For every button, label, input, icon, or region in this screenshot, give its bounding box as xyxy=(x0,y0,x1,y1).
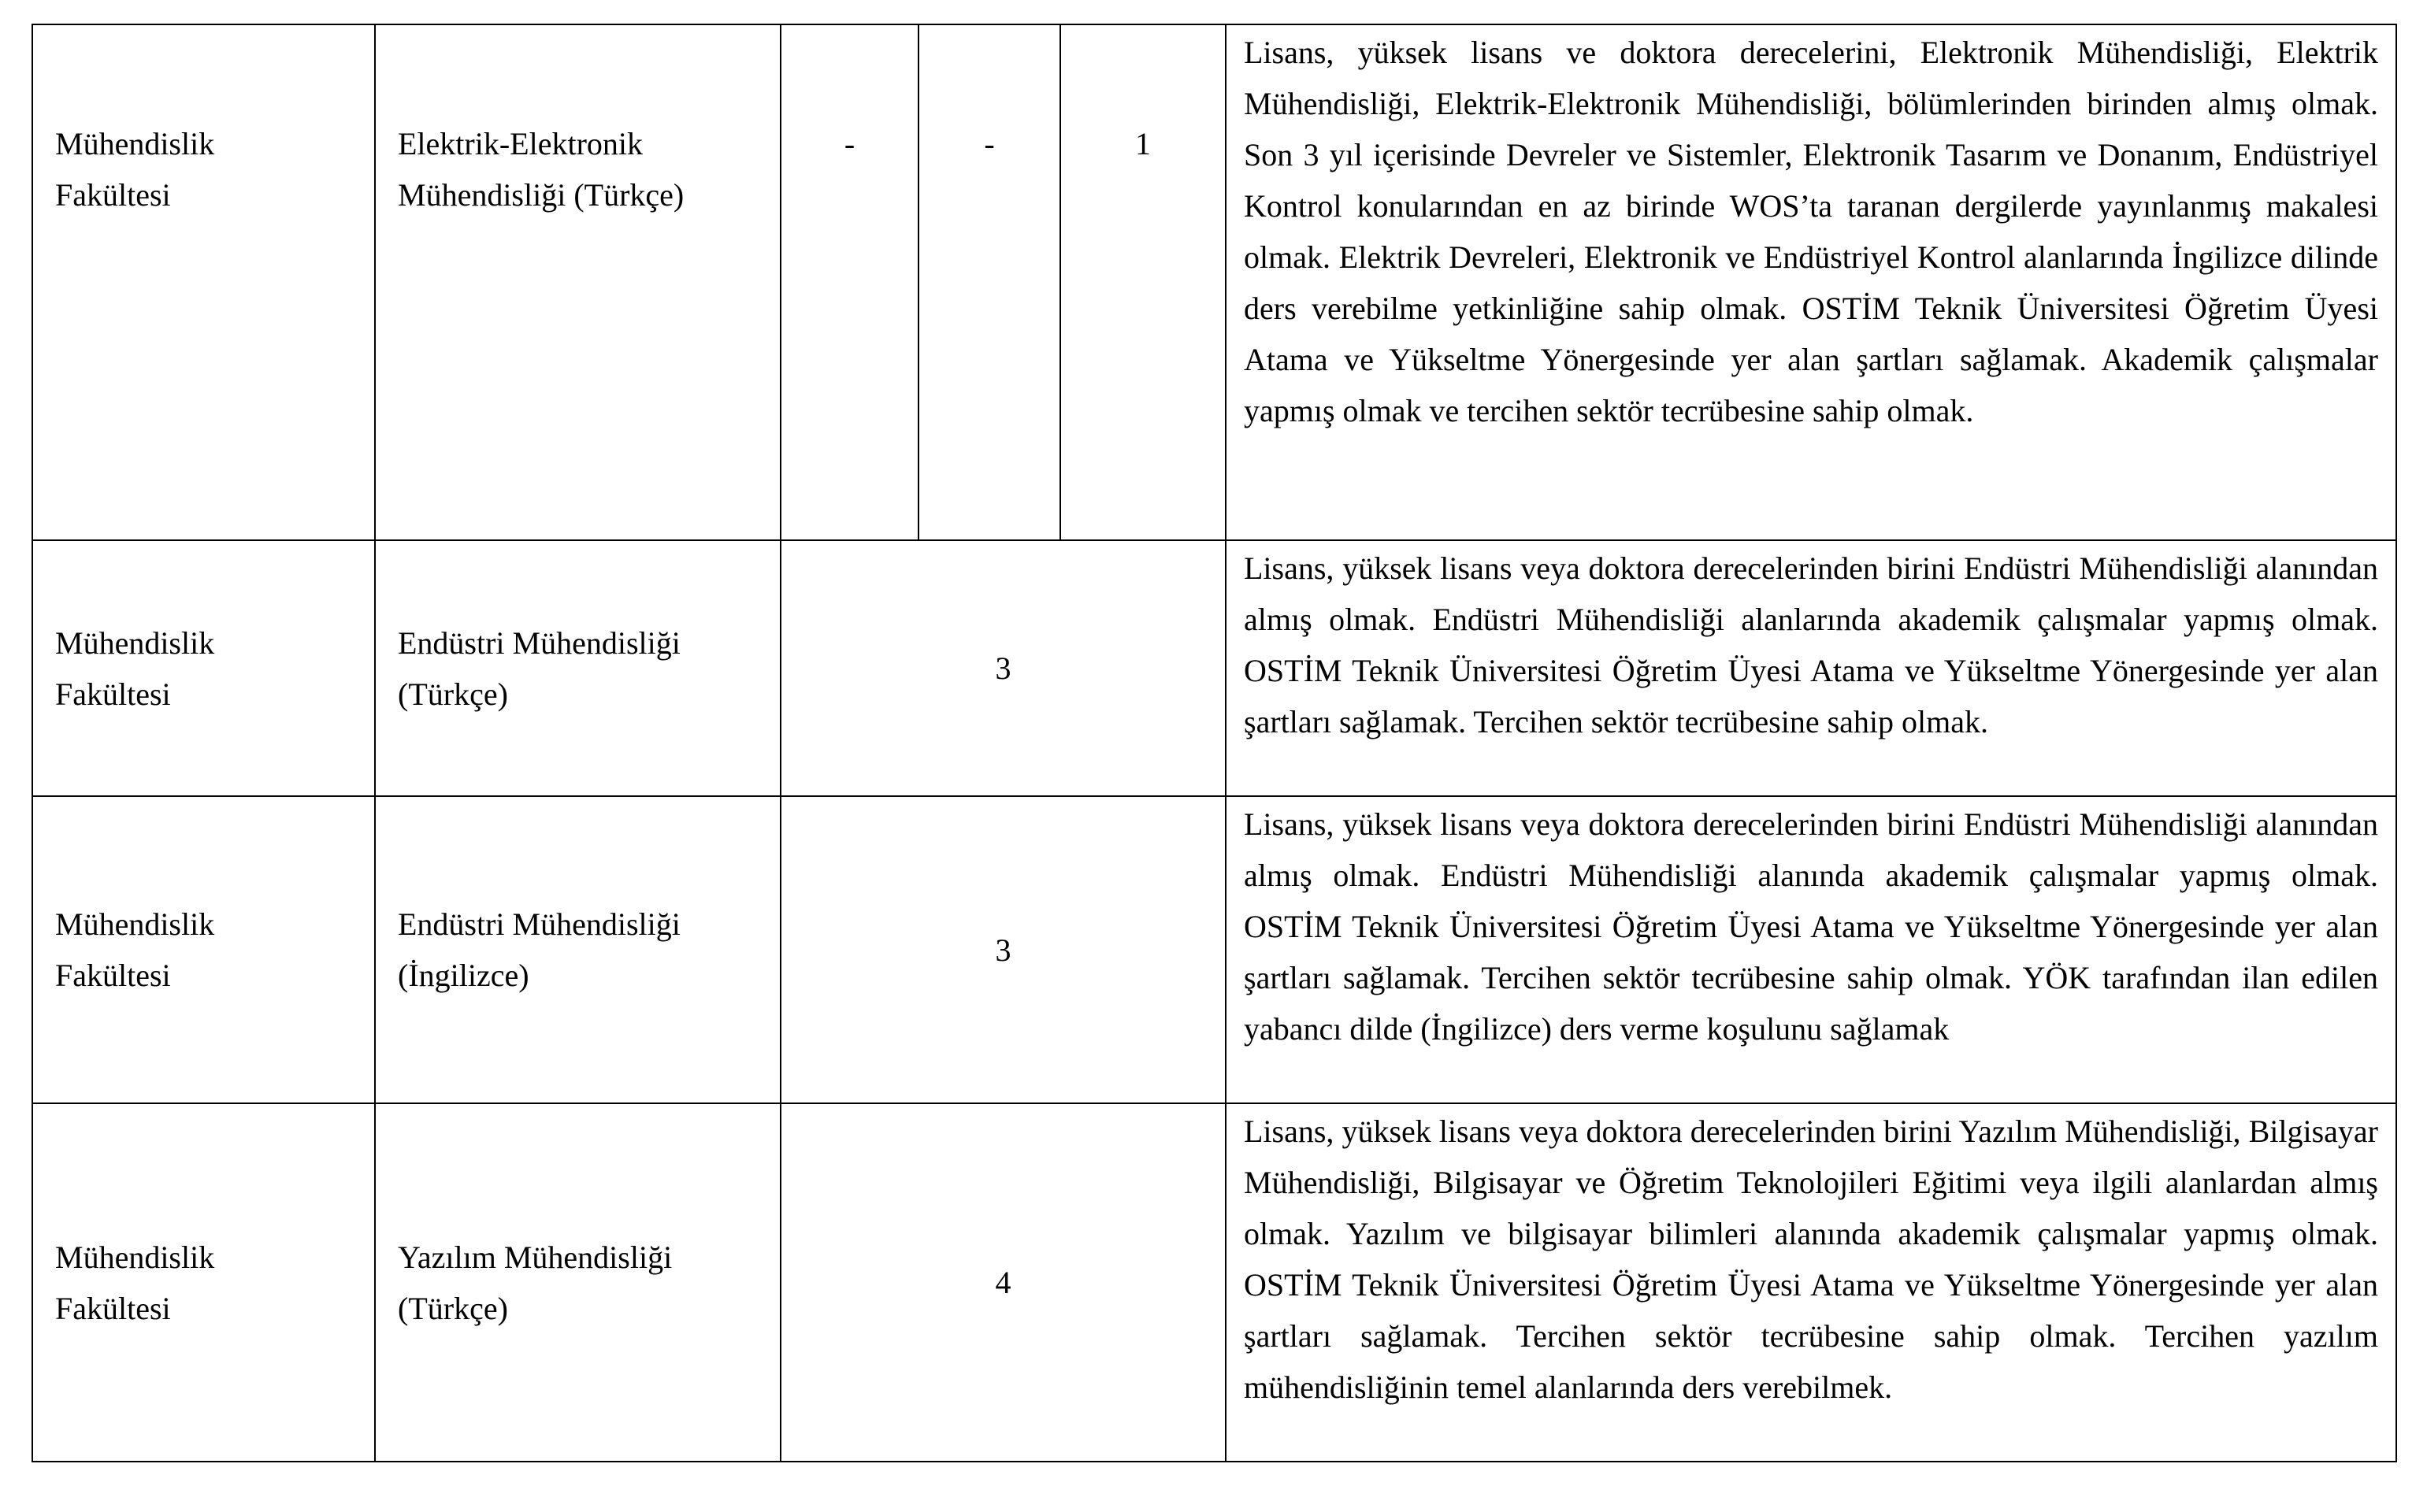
department-text: Yazılım Mühendisliği (Türkçe) xyxy=(398,1239,673,1326)
table-row xyxy=(32,540,2396,796)
department-text: Endüstri Mühendisliği (İngilizce) xyxy=(398,906,681,993)
quota-cell: 3 xyxy=(781,796,1226,1103)
faculty-cell xyxy=(32,796,375,1103)
requirements-cell: Lisans, yüksek lisans veya doktora derecelerinden birini Endüstri Mühendisliği alanından almış olmak. Endüstri Mühendisliği alanlarında akademik çalışmalar yapmış olmak. OSTİM Teknik Üniversitesi Öğretim Üyesi Atama ve Yükseltme Yönergesinde yer alan şartları sağlamak. Tercihen sektör tecrübesine sahip olmak. xyxy=(1226,540,2396,796)
faculty-text: Mühendislik Fakültesi xyxy=(55,1239,215,1326)
requirements-cell: Lisans, yüksek lisans veya doktora derecelerinden birini Yazılım Mühendisliği, Bilgisayar Mühendisliği, Bilgisayar ve Öğretim Teknolojileri Eğitimi veya ilgili alanlardan almış olmak. Yazılım ve bilgisayar bilimleri alanında akademik çalışmalar yapmış olmak. OSTİM Teknik Üniversitesi Öğretim Üyesi Atama ve Yükseltme Yönergesinde yer alan şartları sağlamak. Tercihen sektör tecrübesine sahip olmak. Tercihen yazılım mühendisliğinin temel alanlarında ders verebilmek. xyxy=(1226,1103,2396,1462)
table-row xyxy=(32,1103,2396,1462)
quota-cell: - xyxy=(781,24,918,540)
quota-cell: - xyxy=(918,24,1060,540)
department-text: Elektrik-Elektronik Mühendisliği (Türkçe) xyxy=(398,126,685,213)
faculty-cell xyxy=(32,24,375,540)
quota-cell: 3 xyxy=(781,540,1226,796)
department-cell xyxy=(375,540,781,796)
faculty-text: Mühendislik Fakültesi xyxy=(55,126,215,213)
requirements-cell: Lisans, yüksek lisans veya doktora derecelerinden birini Endüstri Mühendisliği alanından almış olmak. Endüstri Mühendisliği alanında akademik çalışmalar yapmış olmak. OSTİM Teknik Üniversitesi Öğretim Üyesi Atama ve Yükseltme Yönergesinde yer alan şartları sağlamak. Tercihen sektör tecrübesine sahip olmak. YÖK tarafından ilan edilen yabancı dilde (İngilizce) ders verme koşulunu sağlamak xyxy=(1226,796,2396,1103)
faculty-cell xyxy=(32,1103,375,1462)
table-row xyxy=(32,24,2396,540)
faculty-text: Mühendislik Fakültesi xyxy=(55,624,215,712)
faculty-text: Mühendislik Fakültesi xyxy=(55,906,215,993)
document-page xyxy=(32,24,2397,1462)
faculty-vacancy-table xyxy=(32,24,2397,1462)
department-cell xyxy=(375,796,781,1103)
department-text: Endüstri Mühendisliği (Türkçe) xyxy=(398,624,681,712)
quota-cell: 4 xyxy=(781,1103,1226,1462)
quota-cell: 1 xyxy=(1060,24,1226,540)
department-cell xyxy=(375,1103,781,1462)
requirements-cell: Lisans, yüksek lisans ve doktora derecelerini, Elektronik Mühendisliği, Elektrik Mühendisliği, Elektrik-Elektronik Mühendisliği, bölümlerinden birinden almış olmak. Son 3 yıl içerisinde Devreler ve Sistemler, Elektronik Tasarım ve Donanım, Endüstriyel Kontrol konularından en az birinde WOS’ta taranan dergilerde yayınlanmış makalesi olmak. Elektrik Devreleri, Elektronik ve Endüstriyel Kontrol alanlarında İngilizce dilinde ders verebilme yetkinliğine sahip olmak. OSTİM Teknik Üniversitesi Öğretim Üyesi Atama ve Yükseltme Yönergesinde yer alan şartları sağlamak. Akademik çalışmalar yapmış olmak ve tercihen sektör tecrübesine sahip olmak. xyxy=(1226,24,2396,540)
faculty-cell xyxy=(32,540,375,796)
department-cell xyxy=(375,24,781,540)
table-row xyxy=(32,796,2396,1103)
